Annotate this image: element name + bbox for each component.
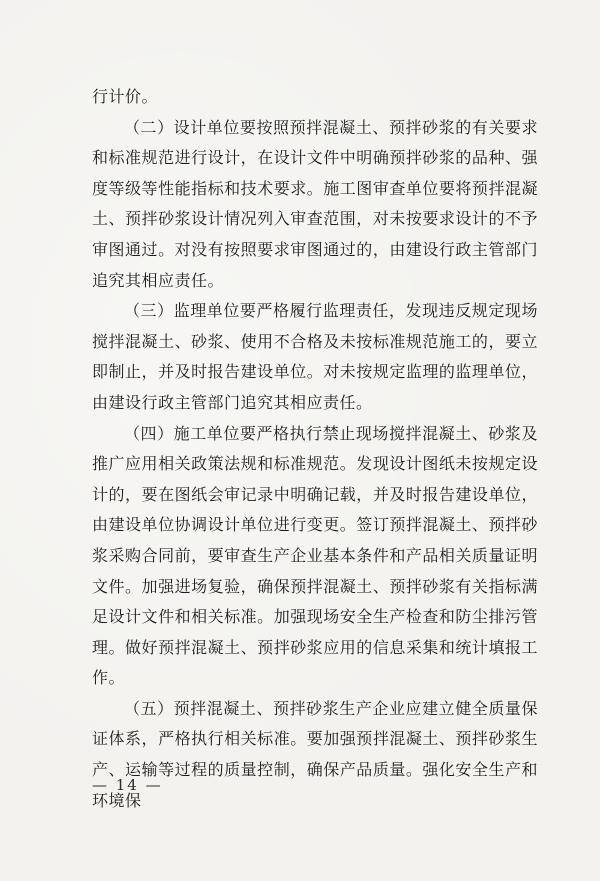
paragraph-3: （三）监理单位要严格履行监理责任，发现违反规定现场搅拌混凝土、砂浆、使用不合格及未按标准规范施工的，要立即制止，并及时报告建设单位。对未按规定监理的监理单位，由建设行政主管部门追究其相应责任。: [92, 301, 538, 412]
page-number: — 14 —: [92, 776, 163, 794]
paragraph-4: （四）施工单位要严格执行禁止现场搅拌混凝土、砂浆及推广应用相关政策法规和标准规范。发现设计图纸未按规定设计的，要在图纸会审记录中明确记载，并及时报告建设单位，由建设单位协调设计单位进行变更。签订预拌混凝土、预拌砂浆采购合同前，要审查生产企业基本条件和产品相关质量证明文件。加强进场复验，确保预拌混凝土、预拌砂浆有关指标满足设计文件和相关标准。加强现场安全生产检查和防尘排污管理。做好预拌混凝土、预拌砂浆应用的信息采集和统计填报工作。: [92, 423, 538, 688]
paragraph-2: （二）设计单位要按照预拌混凝土、预拌砂浆的有关要求和标准规范进行设计，在设计文件中明确预拌砂浆的品种、强度等级等性能指标和技术要求。施工图审查单位要将预拌混凝土、预拌砂浆设计情况列入审查范围，对未按要求设计的不予审图通过。对没有按照要求审图通过的，由建设行政主管部门追究其相应责任。: [92, 117, 538, 290]
paragraph-continuation: 行计价。: [92, 87, 159, 106]
body-text: [92, 82, 538, 816]
paragraph-5: （五）预拌混凝土、预拌砂浆生产企业应建立健全质量保证体系，严格执行相关标准。要加强预拌混凝土、预拌砂浆生产、运输等过程的质量控制，确保产品质量。强化安全生产和环境保: [92, 698, 538, 810]
